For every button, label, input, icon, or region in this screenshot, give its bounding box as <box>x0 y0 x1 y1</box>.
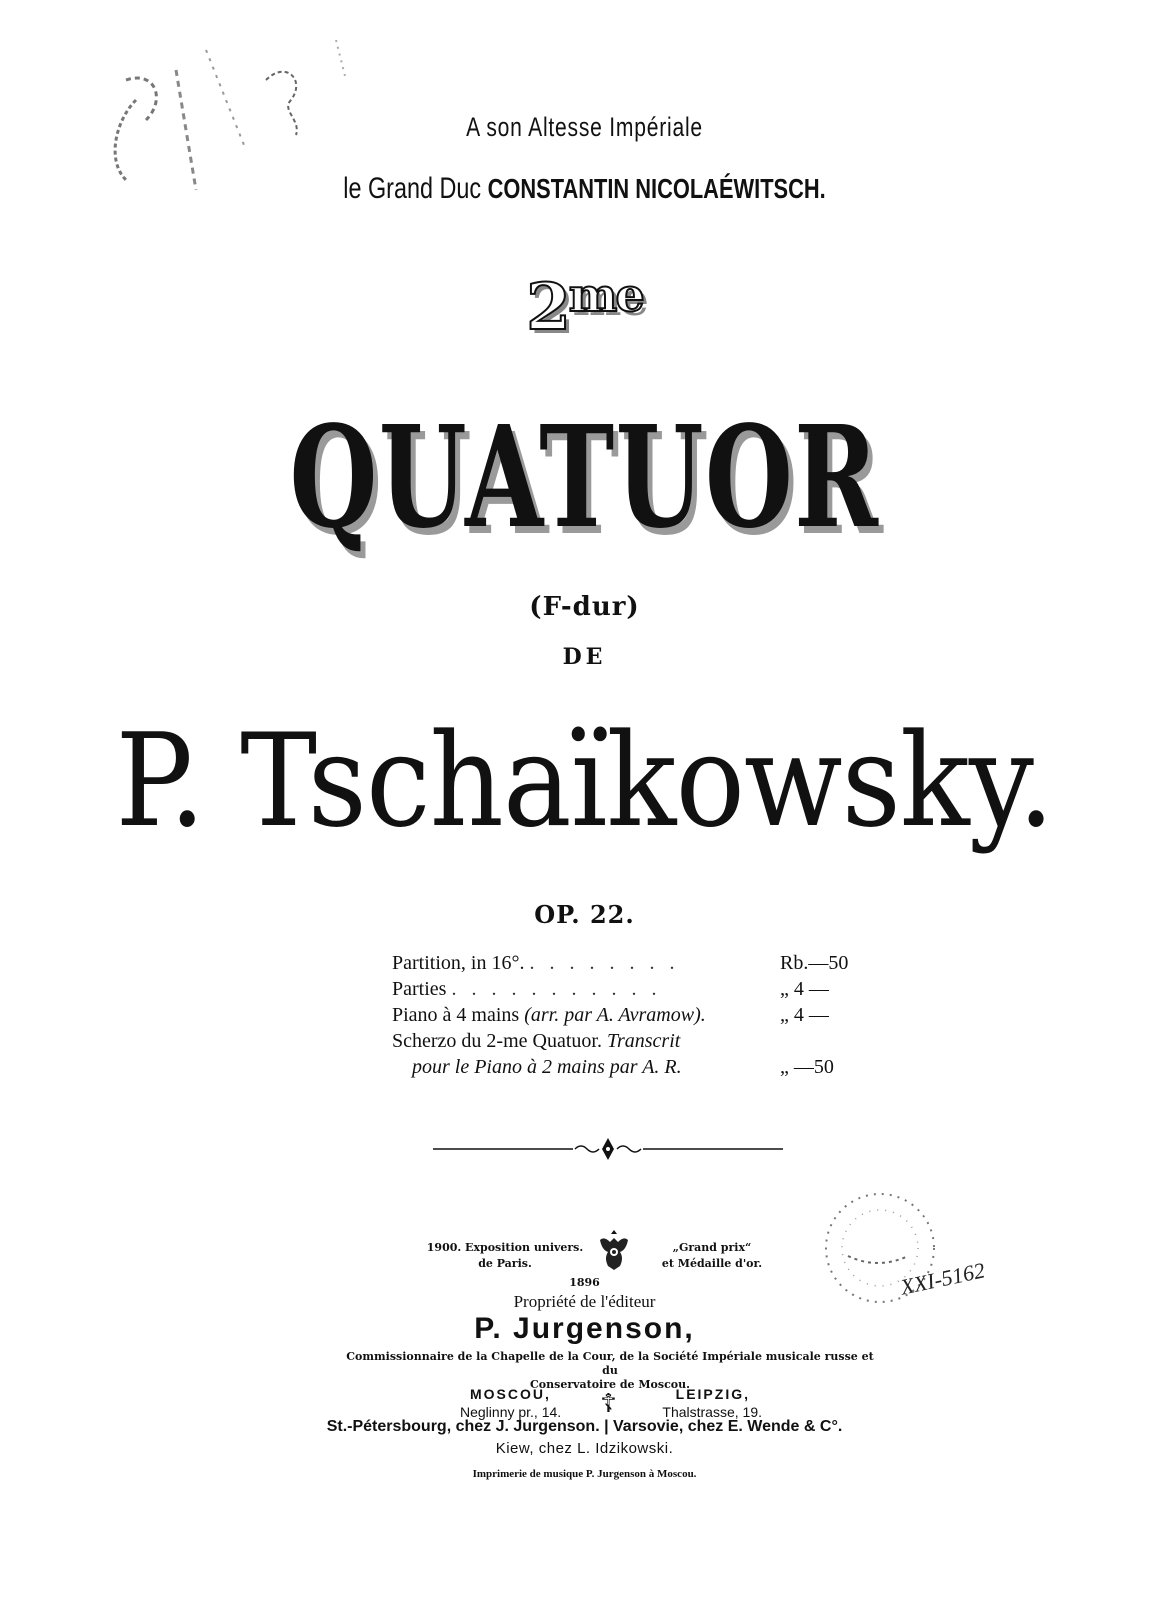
award-line-1: „Grand prix“ <box>672 1241 752 1254</box>
list-item <box>392 1054 862 1080</box>
edition-label: Parties <box>392 978 447 1000</box>
number-suffix: me <box>568 268 643 322</box>
address-leipzig: Thalstrasse, 19. <box>662 1404 762 1420</box>
de-label: DE <box>562 644 607 670</box>
edition-label: Partition, in 16°. <box>392 952 525 974</box>
commission-line-2: Conservatoire de Moscou. <box>530 1378 690 1391</box>
key-signature: (F-dur) <box>529 592 640 622</box>
cross-icon: ☦ <box>600 1388 617 1418</box>
printer-line: Imprimerie de musique P. Jurgenson à Moscou. <box>472 1468 697 1480</box>
page-title: QUATUOR <box>289 396 880 560</box>
publisher-name: P. Jurgenson, <box>474 1312 695 1345</box>
edition-price: Rb.—50 <box>780 952 849 974</box>
award-note <box>642 1240 782 1272</box>
commission-line-1: Commissionnaire de la Chapelle de la Cour, de la Société Impériale musicale russe et du <box>346 1350 874 1377</box>
leader-dots: . . . . . . . . <box>529 952 680 974</box>
edition-note: Transcrit <box>606 1030 681 1052</box>
award-line-2: et Médaille d'or. <box>661 1257 763 1270</box>
edition-label: Scherzo du 2-me Quatuor. <box>392 1030 602 1052</box>
edition-price: „ 4 — <box>780 978 829 1000</box>
imperial-eagle-icon <box>596 1226 632 1274</box>
leader-dots: . . . . . . . . . . . <box>451 978 662 1000</box>
dedication-line-1: A son Altesse Impériale <box>466 112 703 142</box>
exposition-line-1: 1900. Exposition univers. <box>426 1241 584 1254</box>
dedication-prefix: le Grand Duc <box>343 172 488 205</box>
city-moscow: MOSCOU, <box>470 1386 551 1402</box>
list-item <box>392 1028 862 1054</box>
city-leipzig: LEIPZIG, <box>675 1386 750 1402</box>
opus-number: OP. 22. <box>534 900 635 929</box>
composer-name: P. Tschaïkowsky. <box>115 707 1054 856</box>
call-number: XXI-5162 <box>898 1257 988 1300</box>
address-moscow: Neglinny pr., 14. <box>460 1404 562 1420</box>
property-line: Propriété de l'éditeur <box>513 1292 656 1311</box>
list-item <box>392 1002 862 1028</box>
agents-line-2: Kiew, chez L. Idzikowski. <box>495 1440 674 1457</box>
edition-price: „ 4 — <box>780 1004 829 1026</box>
dedication-line-2 <box>129 172 1041 206</box>
edition-price <box>780 1028 862 1054</box>
edition-note: (arr. par A. Avramow). <box>524 1004 706 1026</box>
ornament-divider <box>433 1136 783 1162</box>
edition-note: pour le Piano à 2 mains par A. R. <box>412 1056 682 1078</box>
quartet-number <box>0 268 1169 345</box>
number: 2 <box>526 270 569 345</box>
edition-label: Piano à 4 mains <box>392 1004 520 1026</box>
dedication-name: CONSTANTIN NICOLAÉWITSCH. <box>487 173 826 204</box>
editions-list <box>392 950 862 1080</box>
exposition-note <box>420 1240 590 1272</box>
list-item <box>392 950 862 976</box>
exposition-line-2: de Paris. <box>478 1257 532 1270</box>
list-item <box>392 976 862 1002</box>
agents-line-1: St.-Pétersbourg, chez J. Jurgenson. | Varsovie, chez E. Wende & C°. <box>326 1418 843 1435</box>
edition-price: „ —50 <box>780 1056 834 1078</box>
year: 1896 <box>569 1276 600 1289</box>
